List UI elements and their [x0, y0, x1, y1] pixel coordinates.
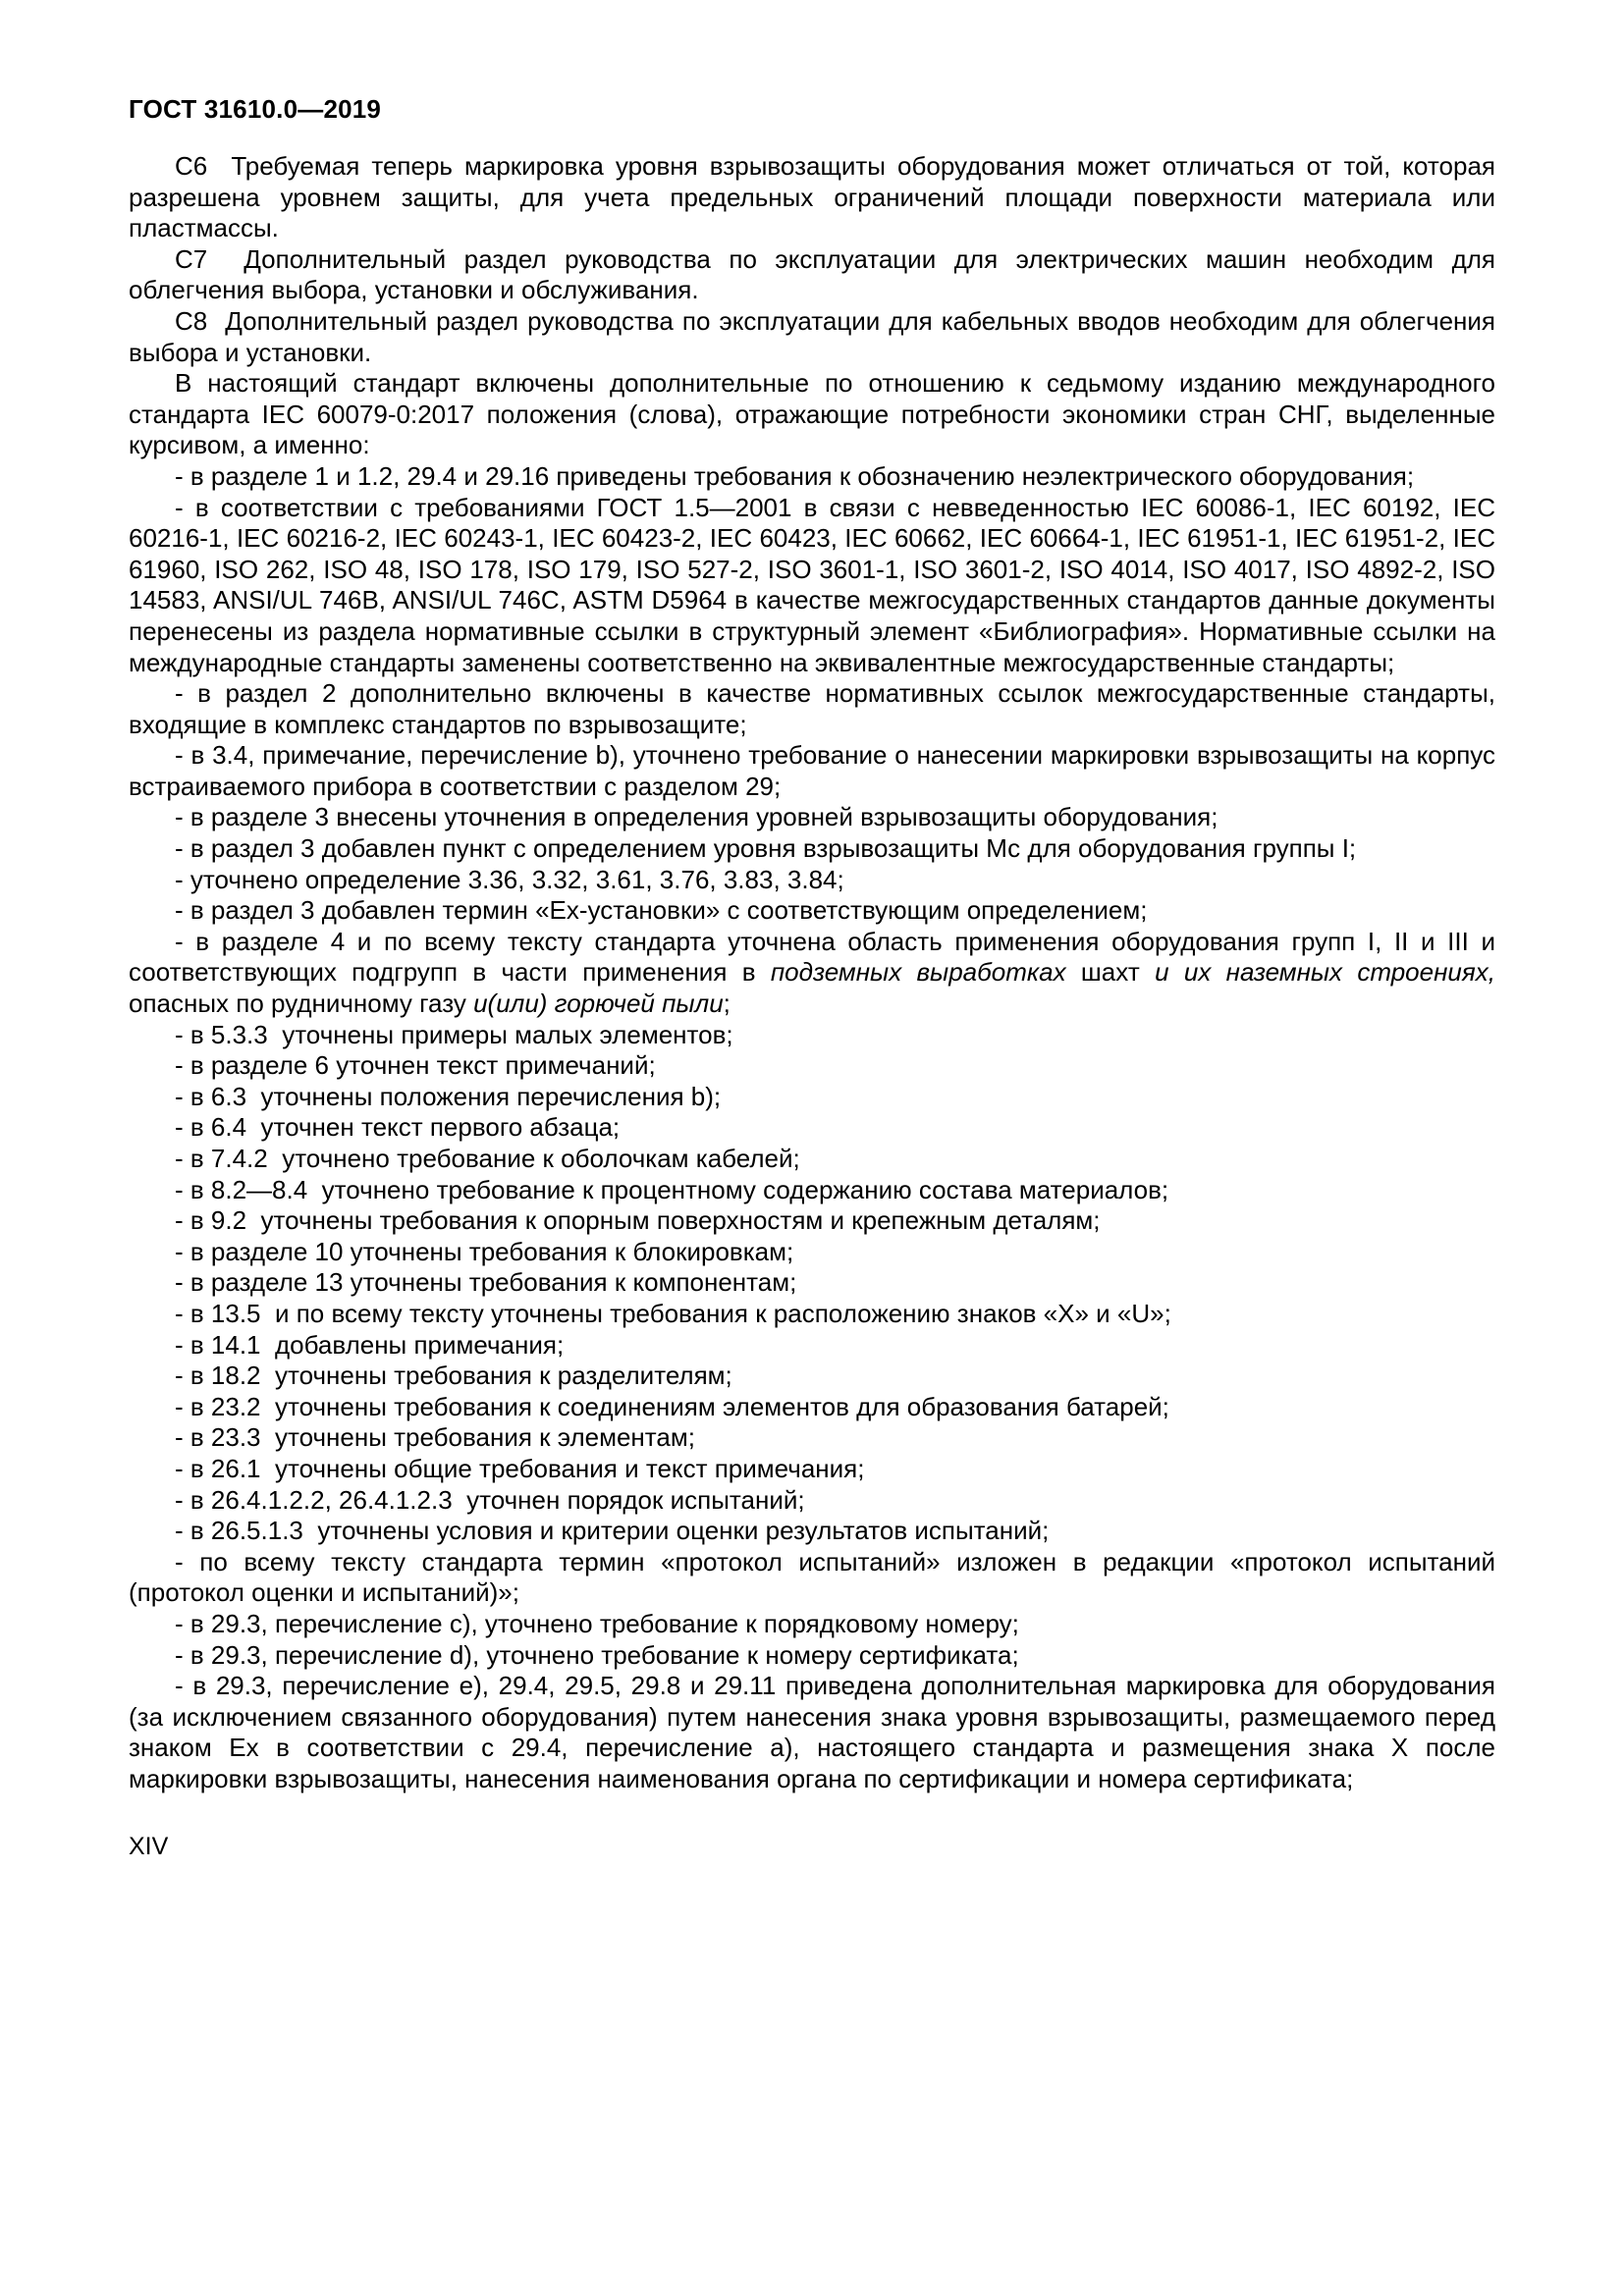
text-run: - в раздел 3 добавлен пункт с определением уровня взрывозащиты Мс для оборудования группы I; — [175, 833, 1357, 864]
text-run: С7 Дополнительный раздел руководства по эксплуатации для электрических машин необходим для облегчения выбора, установки и обслуживания. — [129, 243, 1495, 305]
paragraph — [129, 1267, 1495, 1299]
paragraph — [129, 1112, 1495, 1144]
paragraph — [129, 1609, 1495, 1640]
paragraph — [129, 306, 1495, 368]
paragraph — [129, 1361, 1495, 1392]
paragraph — [129, 1175, 1495, 1206]
text-run: С8 Дополнительный раздел руководства по эксплуатации для кабельных вводов необходим для облегчения выбора и установки. — [129, 305, 1495, 367]
text-run: - по всему тексту стандарта термин «протокол испытаний» изложен в редакции «протокол испытаний (протокол оценки и испытаний)»; — [129, 1546, 1495, 1608]
text-run: С6 Требуемая теперь маркировка уровня взрывозащиты оборудования может отличаться от той, которая разрешена уровнем защиты, для учета предельных ограничений площади поверхности материала или пластмассы. — [129, 151, 1495, 243]
text-run: - в 18.2 уточнены требования к разделителям; — [175, 1361, 732, 1391]
paragraph — [129, 461, 1495, 493]
text-run: - в 6.3 уточнены положения перечисления b); — [175, 1081, 722, 1111]
text-run: В настоящий стандарт включены дополнительные по отношению к седьмому изданию международного стандарта IEC 60079-0:2017 положения (слова), отражающие потребности экономики стран СНГ, выделенные курсивом, а именно: — [129, 368, 1495, 460]
text-run: - в 26.1 уточнены общие требования и текст примечания; — [175, 1453, 865, 1483]
paragraph — [129, 1144, 1495, 1175]
italic-text-run: и(или) горючей пыли — [473, 988, 724, 1019]
paragraph — [129, 1485, 1495, 1517]
standard-designation-header: ГОСТ 31610.0—2019 — [129, 94, 382, 124]
text-run: - в 23.2 уточнены требования к соединениям элементов для образования батарей; — [175, 1391, 1169, 1421]
paragraph — [129, 1392, 1495, 1423]
text-run: - в разделе 1 и 1.2, 29.4 и 29.16 приведены требования к обозначению неэлектрического оборудования; — [175, 460, 1415, 491]
page-content-area — [129, 94, 1495, 1861]
text-run: - в 26.5.1.3 уточнены условия и критерии оценки результатов испытаний; — [175, 1516, 1050, 1546]
text-run: - в 23.3 уточнены требования к элементам; — [175, 1422, 695, 1453]
text-run: - в разделе 13 уточнены требования к компонентам; — [175, 1267, 797, 1298]
text-run: - в 3.4, примечание, перечисление b), уточнено требование о нанесении маркировки взрывозащиты на корпус встраиваемого прибора в соответствии с разделом 29; — [129, 740, 1495, 801]
text-run: - в 9.2 уточнены требования к опорным поверхностям и крепежным деталям; — [175, 1205, 1101, 1236]
paragraph — [129, 1299, 1495, 1330]
paragraph — [129, 1516, 1495, 1547]
paragraph — [129, 1082, 1495, 1113]
paragraph — [129, 865, 1495, 896]
paragraph — [129, 1640, 1495, 1672]
text-run: - в 13.5 и по всему тексту уточнены требования к расположению знаков «X» и «U»; — [175, 1298, 1171, 1328]
paragraph — [129, 244, 1495, 306]
document-body — [129, 151, 1495, 1794]
text-run: - в разделе 4 и по всему тексту стандарта уточнена область применения оборудования групп I, II и III и соответствующих подгрупп в части применения в — [129, 926, 1495, 988]
text-run: - в 8.2—8.4 уточнено требование к процентному содержанию состава материалов; — [175, 1174, 1169, 1204]
text-run: - в 6.4 уточнен текст первого абзаца; — [175, 1112, 621, 1143]
page-number: XIV — [129, 1833, 169, 1861]
paragraph — [129, 368, 1495, 461]
paragraph — [129, 1020, 1495, 1051]
text-run: ; — [723, 988, 731, 1019]
paragraph — [129, 151, 1495, 244]
italic-text-run: и их наземных строениях, — [1155, 957, 1495, 988]
paragraph — [129, 1454, 1495, 1485]
paragraph — [129, 1237, 1495, 1268]
paragraph — [129, 1422, 1495, 1454]
paragraph — [129, 895, 1495, 927]
paragraph — [129, 833, 1495, 865]
text-run: - в 29.3, перечисление c), уточнено требование к порядковому номеру; — [175, 1608, 1019, 1638]
text-run: опасных по рудничному газу — [129, 988, 474, 1019]
paragraph — [129, 802, 1495, 833]
paragraph — [129, 1050, 1495, 1082]
paragraph — [129, 1330, 1495, 1362]
paragraph — [129, 1671, 1495, 1794]
text-run: - в соответствии с требованиями ГОСТ 1.5—2001 в связи с невведенностью IEC 60086-1, IEC 60192, IEC 60216-1, IEC 60216-2, IEC 60243-1, IEC 60423-2, IEC 60423, IEC 60662, IEC 60664-1, IEC 61951-1, IEC 61951-2, IEC 61960, ISO 262, ISO 48, ISO 178, ISO 179, ISO 527-2, ISO 3601-1, ISO 3601-2, ISO 4014, ISO 4017, ISO 4892-2, ISO 14583, ANSI/UL 746B, ANSI/UL 746C, ASTM D5964 в качестве межгосударственных стандартов данные документы перенесены из раздела нормативные ссылки в структурный элемент «Библиография». Нормативные ссылки на международные стандарты заменены соответственно на эквивалентные межгосударственные стандарты; — [129, 492, 1495, 677]
text-run: - в раздел 2 дополнительно включены в качестве нормативных ссылок межгосударственные стандарты, входящие в комплекс стандартов по взрывозащите; — [129, 678, 1495, 739]
italic-text-run: подземных выработках — [770, 957, 1066, 988]
text-run: - в раздел 3 добавлен термин «Ex-установки» с соответствующим определением; — [175, 895, 1148, 926]
paragraph — [129, 740, 1495, 802]
text-run: - в 7.4.2 уточнено требование к оболочкам кабелей; — [175, 1144, 800, 1173]
paragraph — [129, 927, 1495, 1020]
text-run: - в 29.3, перечисление e), 29.4, 29.5, 29.8 и 29.11 приведена дополнительная маркировка для оборудования (за исключением связанного оборудования) путем нанесения знака уровня взрывозащиты, размещаемого перед знаком Ex в соответствии с 29.4, перечисление а), настоящего стандарта и размещения знака X после маркировки взрывозащиты, нанесения наименования органа по сертификации и номера сертификата; — [129, 1671, 1495, 1793]
text-run: - в 5.3.3 уточнены примеры малых элементов; — [175, 1019, 733, 1049]
paragraph — [129, 1547, 1495, 1609]
text-run: - уточнено определение 3.36, 3.32, 3.61, 3.76, 3.83, 3.84; — [175, 864, 844, 894]
text-run: - в 14.1 добавлены примечания; — [175, 1329, 565, 1360]
text-run: - в 26.4.1.2.2, 26.4.1.2.3 уточнен порядок испытаний; — [175, 1484, 805, 1515]
text-run: - в 29.3, перечисление d), уточнено требование к номеру сертификата; — [175, 1639, 1019, 1670]
text-run: - в разделе 10 уточнены требования к блокировкам; — [175, 1236, 794, 1266]
paragraph — [129, 678, 1495, 740]
text-run: шахт — [1065, 957, 1156, 988]
text-run: - в разделе 6 уточнен текст примечаний; — [175, 1050, 656, 1081]
text-run: - в разделе 3 внесены уточнения в определения уровней взрывозащиты оборудования; — [175, 802, 1218, 832]
paragraph — [129, 1205, 1495, 1237]
paragraph — [129, 493, 1495, 679]
